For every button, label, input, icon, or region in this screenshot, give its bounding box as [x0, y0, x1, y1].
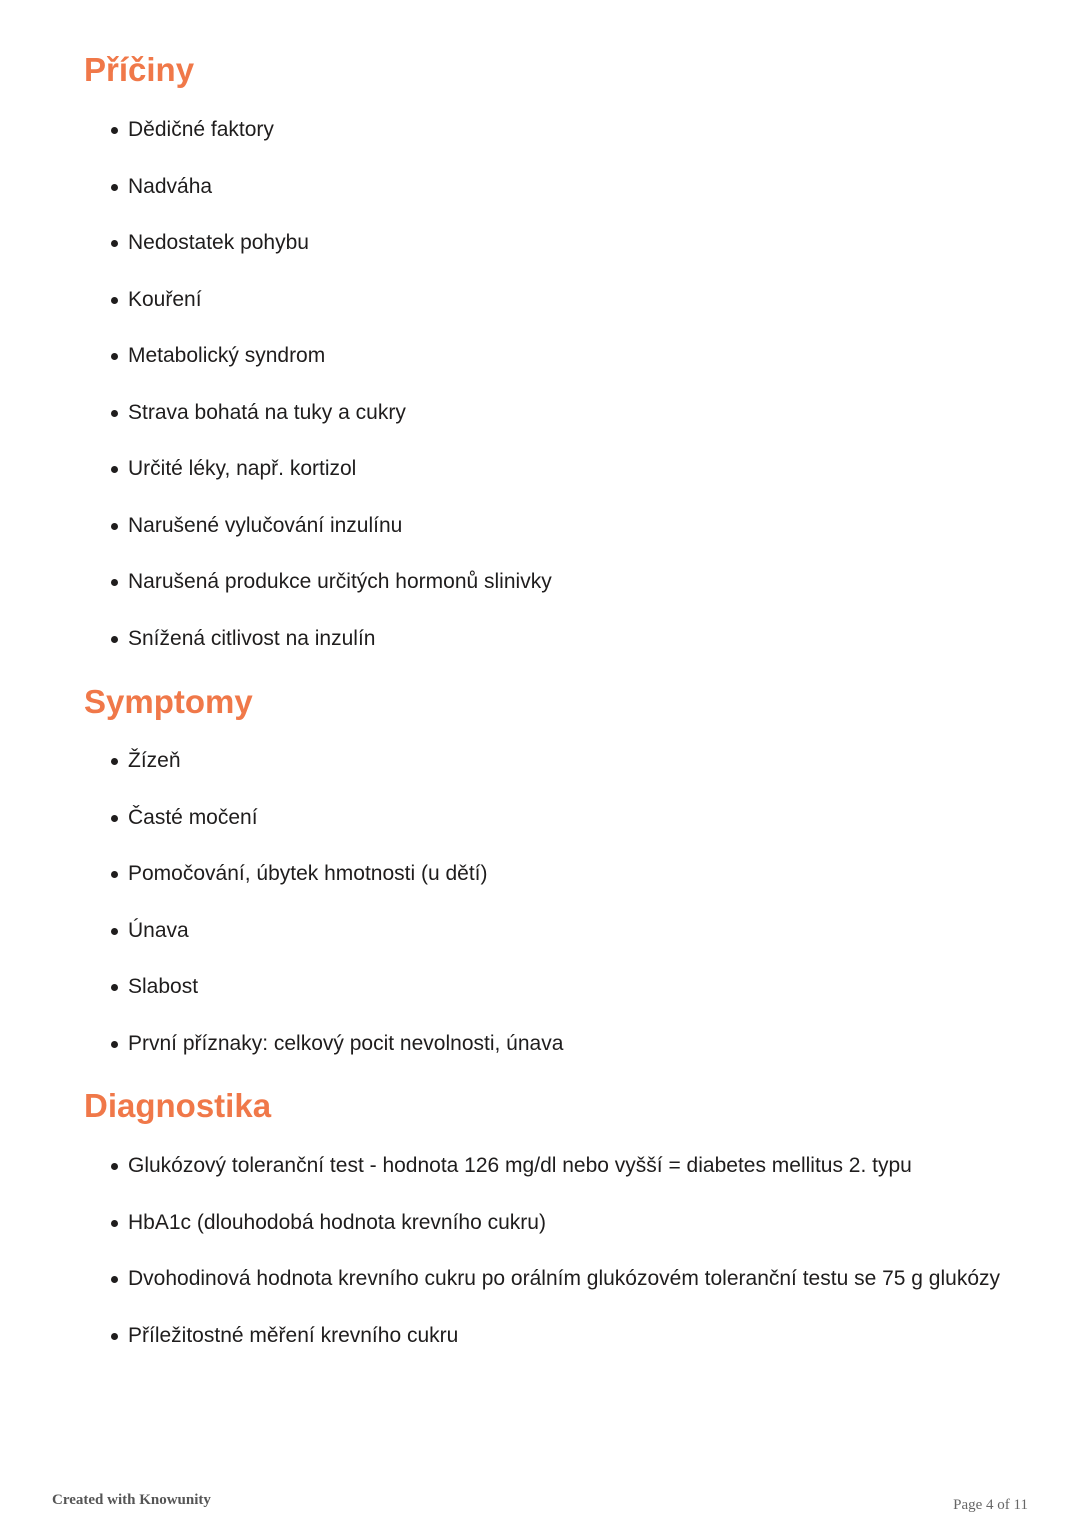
list-item: Nedostatek pohybu [110, 225, 1020, 260]
list-item: Dědičné faktory [110, 112, 1020, 147]
footer-page-number: Page 4 of 11 [953, 1497, 1028, 1513]
list-item: Snížená citlivost na inzulín [110, 621, 1020, 656]
heading-diagnostika: Diagnostika [84, 1087, 272, 1124]
list-diagnostika [110, 1148, 1020, 1374]
list-item: Narušené vylučování inzulínu [110, 508, 1020, 543]
list-item: Únava [110, 913, 1020, 948]
list-symptomy [110, 743, 1020, 1082]
heading-symptomy: Symptomy [84, 683, 253, 720]
list-item: Strava bohatá na tuky a cukry [110, 395, 1020, 430]
list-item: Kouření [110, 282, 1020, 317]
list-item: Pomočování, úbytek hmotnosti (u dětí) [110, 856, 1020, 891]
list-priciny [110, 112, 1020, 677]
list-item: Určité léky, např. kortizol [110, 451, 1020, 486]
list-item: Slabost [110, 969, 1020, 1004]
heading-priciny: Příčiny [84, 51, 195, 88]
list-item: Dvohodinová hodnota krevního cukru po orálním glukózovém toleranční testu se 75 g glukózy [110, 1261, 1020, 1296]
list-item: Glukózový toleranční test - hodnota 126 mg/dl nebo vyšší = diabetes mellitus 2. typu [110, 1148, 1020, 1183]
list-item: Žízeň [110, 743, 1020, 778]
list-item: Časté močení [110, 800, 1020, 835]
list-item: Nadváha [110, 169, 1020, 204]
footer-created-with: Created with Knowunity [52, 1492, 211, 1508]
list-item: Příležitostné měření krevního cukru [110, 1318, 1020, 1353]
list-item: Metabolický syndrom [110, 338, 1020, 373]
list-item: Narušená produkce určitých hormonů slinivky [110, 564, 1020, 599]
list-item: HbA1c (dlouhodobá hodnota krevního cukru) [110, 1205, 1020, 1240]
list-item: První příznaky: celkový pocit nevolnosti, únava [110, 1026, 1020, 1061]
